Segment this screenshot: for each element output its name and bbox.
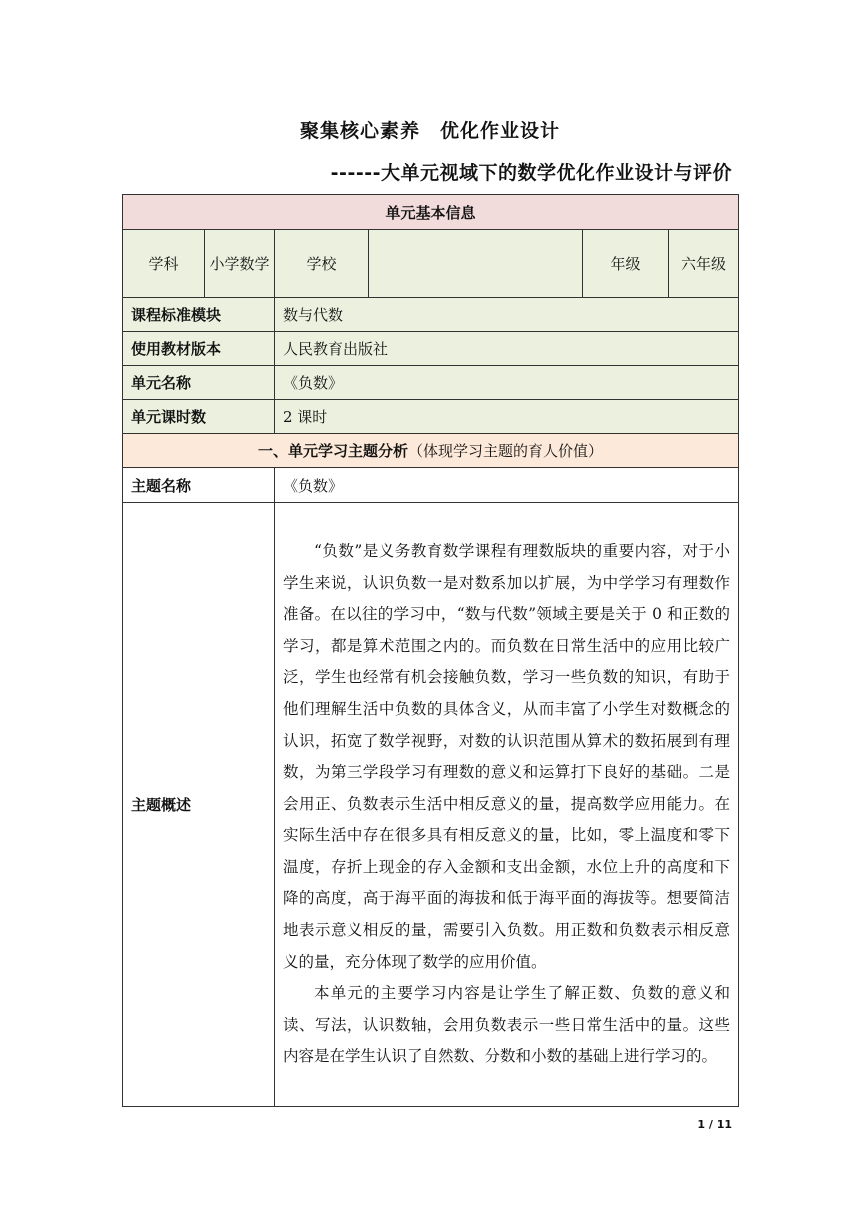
info-row-textbook [123,332,739,366]
analysis-header-row [123,434,739,468]
overview-content [275,503,739,1107]
subject-value: 小学数学 [205,230,275,298]
document-title: 聚集核心素养 优化作业设计 [299,120,560,142]
unit-info-table [122,194,739,1107]
unit-name-label: 单元名称 [123,366,275,400]
grade-value: 六年级 [669,230,739,298]
grade-label: 年级 [583,230,669,298]
curriculum-label: 课程标准模块 [123,298,275,332]
analysis-header-title: 一、单元学习主题分析 [258,442,409,460]
lesson-count-value: 2 课时 [275,400,739,434]
analysis-header [123,434,739,468]
overview-paragraph-2: 本单元的主要学习内容是让学生了解正数、负数的意义和读、写法，认识数轴，会用负数表示一些日常生活中的量。这些内容是在学生认识了自然数、分数和小数的基础上进行学习的。 [283,984,731,1066]
unit-name-value: 《负数》 [275,366,739,400]
info-row-curriculum [123,298,739,332]
document-subtitle: ------大单元视域下的数学优化作业设计与评价 [330,162,732,184]
overview-paragraph-1: “负数”是义务教育数学课程有理数版块的重要内容，对于小学生来说，认识负数一是对数系加以扩展，为中学学习有理数作准备。在以往的学习中，“数与代数”领域主要是关于 0 和正数的学习，都是算术范围之内的。而负数在日常生活中的应用比较广泛，学生也经常有机会接触负数，学习一些负数的知识，有助于他们理解生活中负数的具体含义，从而丰富了小学生对数概念的认识，拓宽了数学视野，对数的认识范围从算术的数拓展到有理数，为第三学段学习有理数的意义和运算打下良好的基础。二是会用正、负数表示生活中相反意义的量，提高数学应用能力。在实际生活中存在很多具有相反意义的量，比如，零上温度和零下温度，存折上现金的存入金额和支出金额，水位上升的高度和下降的高度，高于海平面的海拔和低于海平面的海拔等。想要简洁地表示意义相反的量，需要引入负数。用正数和负数表示相反意义的量，充分体现了数学的应用价值。 [283,541,731,971]
textbook-label: 使用教材版本 [123,332,275,366]
section-header: 单元基本信息 [123,195,739,230]
theme-name-label: 主题名称 [123,468,275,503]
analysis-header-note: （体现学习主题的育人价值） [408,442,604,460]
subject-label: 学科 [123,230,205,298]
basic-info-row [123,230,739,298]
school-value [369,230,583,298]
lesson-count-label: 单元课时数 [123,400,275,434]
info-row-lesson-count [123,400,739,434]
info-row-unit-name [123,366,739,400]
overview-row [123,503,739,1107]
page-number: 1 / 11 [697,1118,732,1131]
theme-name-value: 《负数》 [275,468,739,503]
theme-name-row [123,468,739,503]
section-header-row [123,195,739,230]
curriculum-value: 数与代数 [275,298,739,332]
school-label: 学校 [275,230,369,298]
overview-label: 主题概述 [123,503,275,1107]
textbook-value: 人民教育出版社 [275,332,739,366]
